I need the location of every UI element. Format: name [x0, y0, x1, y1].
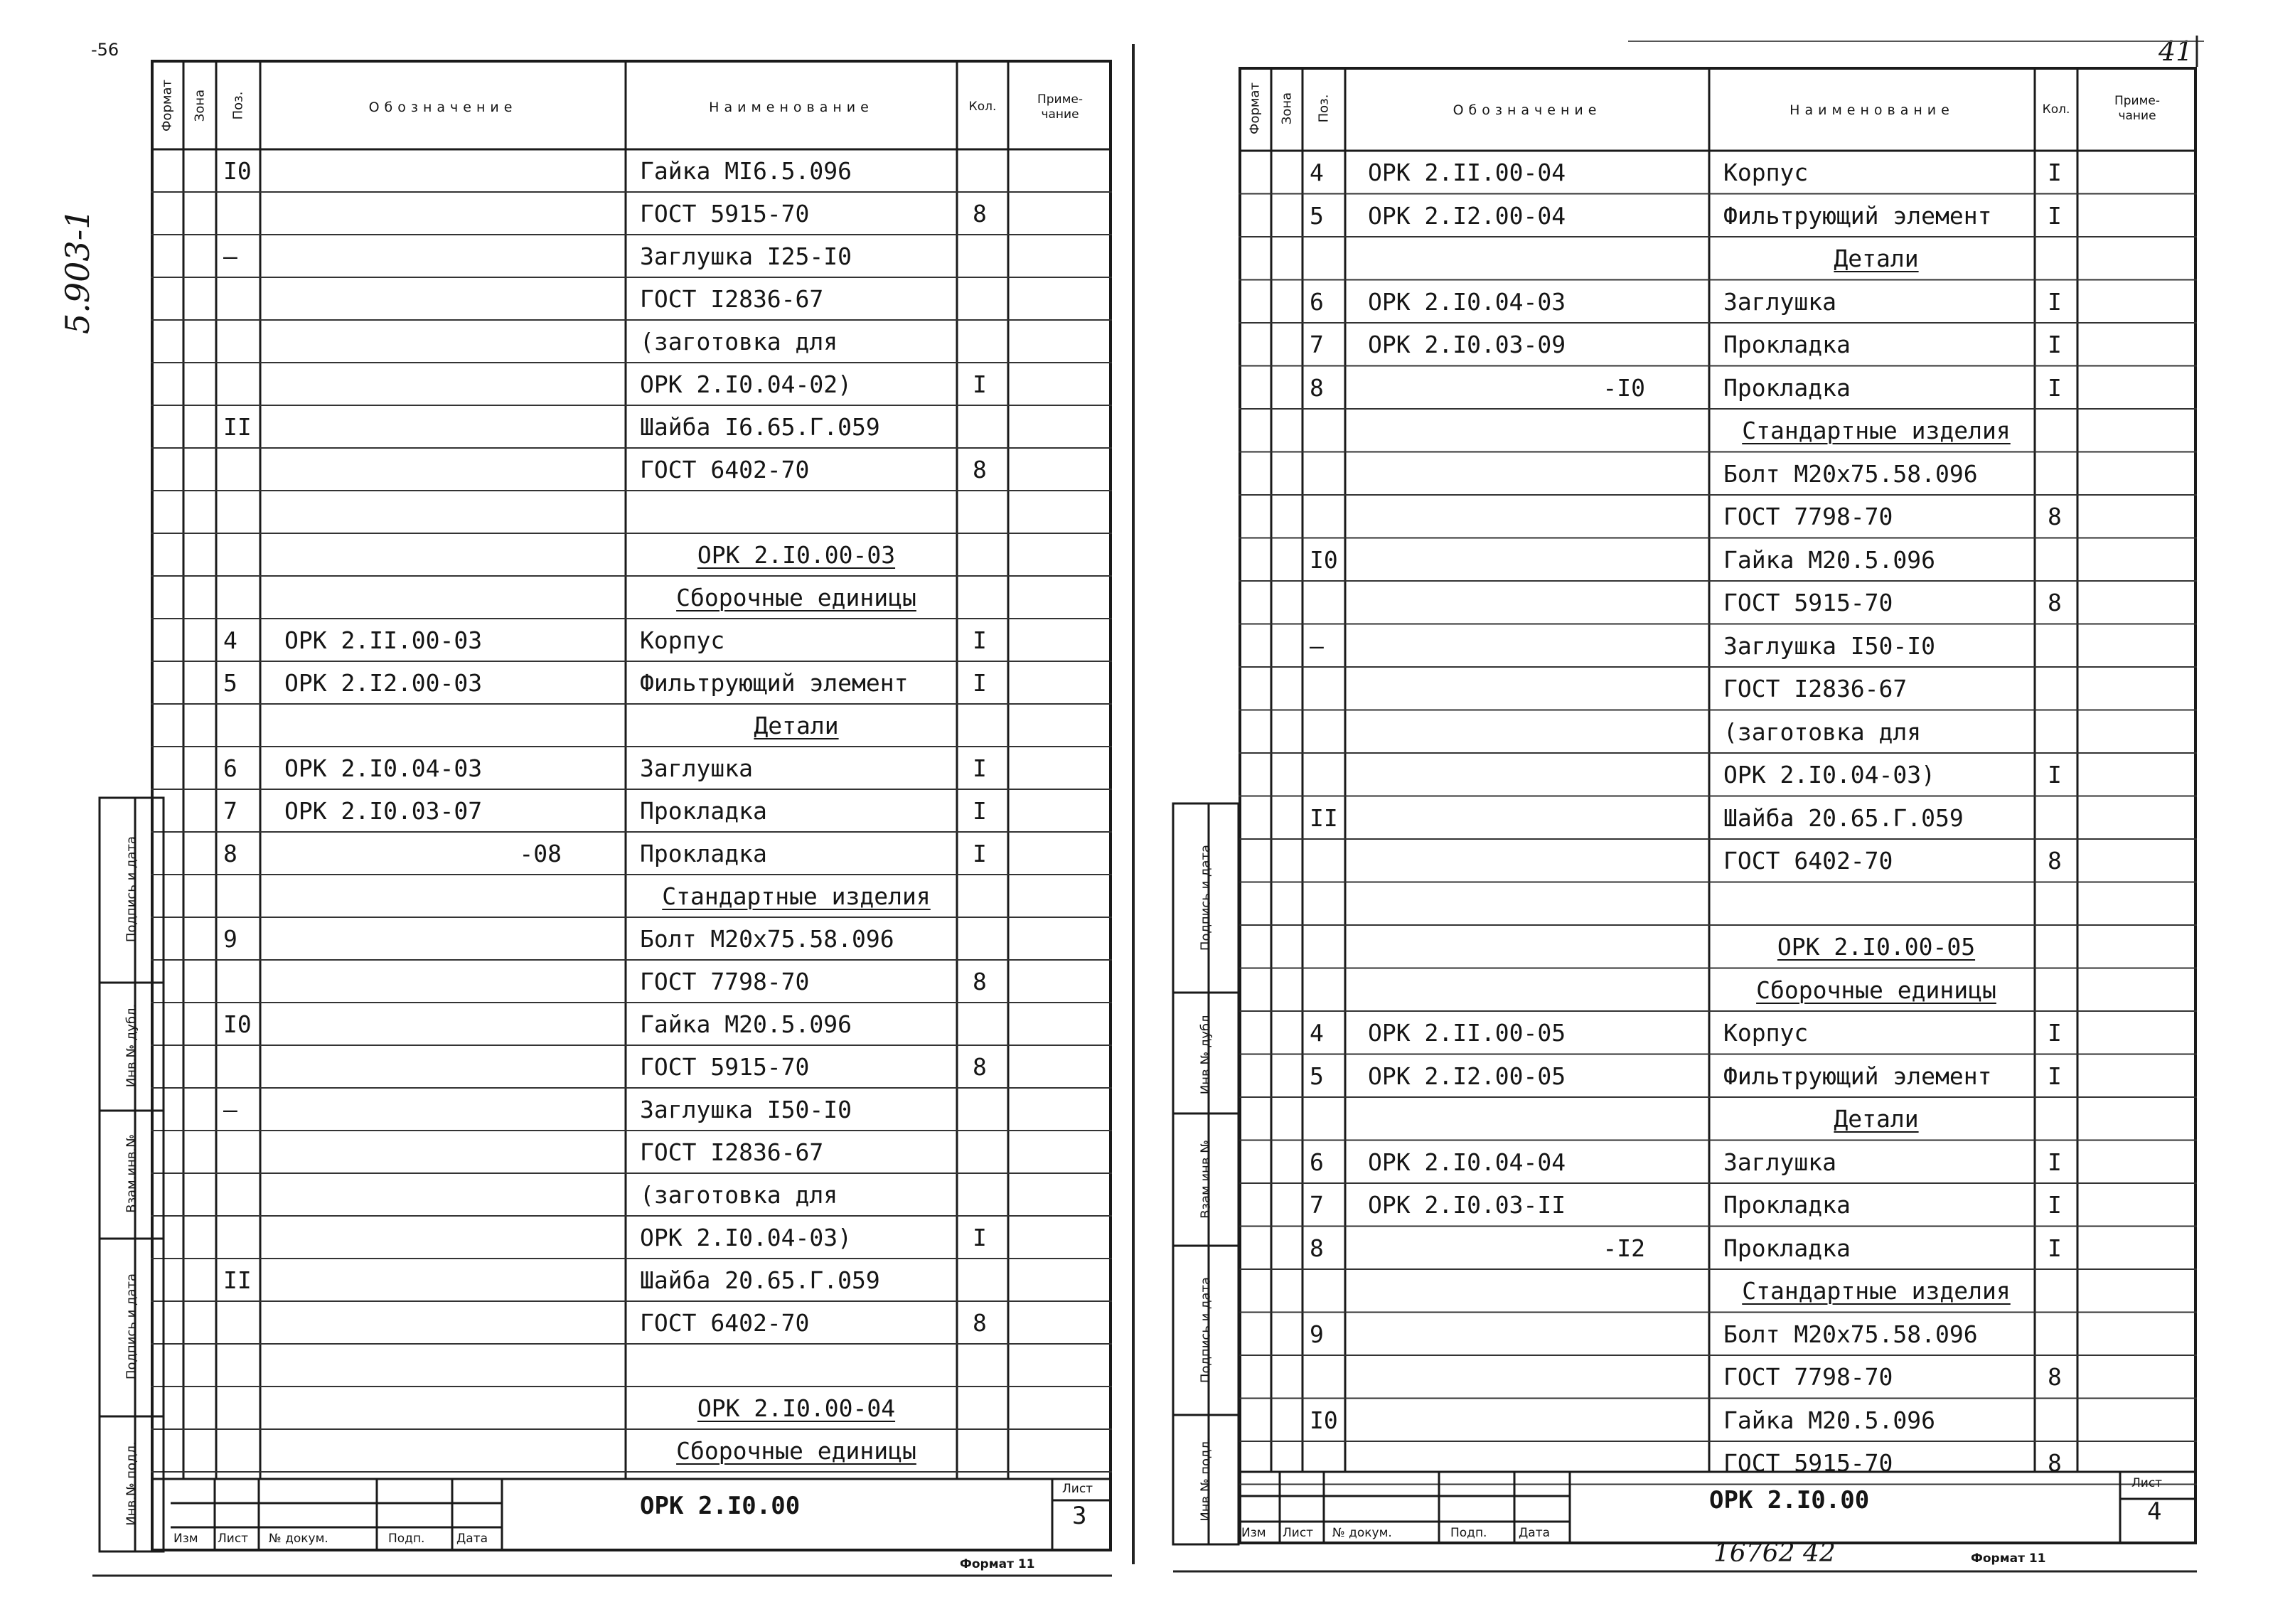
row-position: 6 [1310, 287, 1324, 316]
row-qty: I [973, 370, 987, 398]
row-designation: ОРК 2.I2.00-05 [1368, 1062, 1566, 1090]
row-qty: I [2048, 331, 2062, 358]
right-tb-col-sheet: Лист [1283, 1526, 1314, 1540]
row-name: ГОСТ 5915-70 [640, 1053, 810, 1081]
row-qty: 8 [2048, 1363, 2062, 1391]
row-designation [1368, 1399, 1695, 1443]
row-qty: 8 [2048, 503, 2062, 530]
row-position: 4 [1310, 159, 1324, 186]
row-designation: ОРК 2.II.00-04 [1368, 159, 1566, 186]
row-name: Стандартные изделия [1742, 417, 2011, 444]
row-qty: I [2048, 373, 2062, 402]
row-name: ГОСТ 6402-70 [640, 1309, 810, 1337]
row-name: Стандартные изделия [1742, 1277, 2011, 1305]
row-name: (заготовка для [640, 1181, 838, 1209]
row-name: Прокладка [640, 840, 767, 867]
row-qty: 8 [2048, 847, 2062, 875]
row-position: 5 [223, 669, 237, 697]
spec-row [0, 366, 2197, 410]
row-qty: 8 [973, 1053, 987, 1081]
right-header-note: Приме- чание [2114, 94, 2161, 123]
row-name: Заглушка I50-I0 [640, 1096, 852, 1123]
row-designation: ОРК 2.I2.00-04 [1368, 201, 1566, 230]
spec-row [0, 151, 2197, 195]
row-designation: ОРК 2.I0.04-03 [1368, 287, 1566, 316]
row-name: ГОСТ 5915-70 [1723, 589, 1893, 616]
row-qty: I [2048, 1062, 2062, 1090]
row-qty: I [973, 626, 987, 654]
left-header-pos: Поз. [230, 91, 246, 120]
spec-row [0, 1183, 2197, 1227]
spec-row [0, 495, 2197, 539]
spec-row [0, 968, 2197, 1013]
row-name: Гайка М20.5.096 [1723, 545, 1936, 574]
row-designation: -08 [519, 840, 562, 867]
row-designation: ОРК 2.I2.00-03 [284, 669, 483, 697]
row-name: Заглушка I25-I0 [640, 242, 852, 270]
row-designation: ОРК 2.I0.03-07 [284, 797, 483, 825]
right-strip-dup-inv: Инв.№ дубл. [1198, 1010, 1214, 1095]
left-side-code: 5.903-1 [58, 208, 97, 334]
row-name: Детали [1834, 1105, 1919, 1133]
row-name: Заглушка [640, 754, 753, 782]
row-qty: 8 [973, 968, 987, 995]
row-qty: I [2048, 287, 2062, 316]
row-designation [1368, 1097, 1695, 1141]
spec-row [0, 839, 2197, 883]
row-qty: I [2048, 761, 2062, 789]
row-position: II [223, 1266, 252, 1294]
spec-row [0, 409, 2197, 453]
row-position: I0 [1310, 545, 1338, 574]
row-name: Детали [1834, 245, 1919, 272]
spec-row [0, 1140, 2197, 1185]
left-header-note: Приме- чание [1037, 92, 1084, 122]
left-header-designation: Обозначение [368, 100, 518, 115]
row-name: ОРК 2.I0.00-03 [697, 541, 896, 569]
right-strip-orig-inv: Инв.№ подл. [1198, 1437, 1214, 1522]
right-page-marker: 41 [2158, 36, 2193, 67]
row-name: Корпус [640, 626, 725, 654]
row-designation [1368, 839, 1695, 883]
left-header-zone: Зона [192, 89, 208, 122]
row-name: ГОСТ 6402-70 [640, 456, 810, 484]
row-qty: I [2048, 1148, 2062, 1176]
row-name: ОРК 2.I0.04-03) [640, 1224, 852, 1251]
row-qty: I [2048, 201, 2062, 230]
row-name: ГОСТ 5915-70 [640, 200, 810, 228]
right-sheet-number: 4 [2147, 1497, 2162, 1526]
row-position: I0 [1310, 1406, 1338, 1434]
spec-row [0, 925, 2197, 969]
left-strip-replace-inv: Взам.инв.№ [124, 1134, 139, 1213]
right-tb-col-rev: Изм [1241, 1526, 1266, 1540]
spec-row [0, 194, 2197, 238]
row-position: 8 [223, 840, 237, 867]
row-name: ГОСТ 7798-70 [1723, 1363, 1893, 1391]
spec-row [0, 710, 2197, 754]
spec-row [0, 452, 2197, 496]
row-position: II [223, 413, 252, 441]
row-designation [1368, 452, 1695, 496]
row-name: Шайба 20.65.Г.059 [1723, 803, 1964, 832]
row-name: ОРК 2.I0.04-03) [1723, 761, 1936, 789]
row-designation [1368, 624, 1695, 668]
left-tb-col-date: Дата [456, 1532, 488, 1546]
row-designation [1368, 1313, 1695, 1357]
row-name: Фильтрующий элемент [1723, 201, 1992, 230]
row-qty: 8 [973, 1309, 987, 1337]
row-designation [1368, 495, 1695, 539]
right-tb-col-date: Дата [1519, 1526, 1551, 1540]
row-qty: I [973, 669, 987, 697]
left-header-format: Формат [159, 79, 175, 132]
row-position: 8 [1310, 373, 1324, 402]
row-name: Фильтрующий элемент [640, 669, 909, 697]
left-strip-sign-date-2: Подпись и дата [124, 1273, 139, 1380]
row-name: Болт М20х75.58.096 [1723, 1320, 1978, 1348]
row-name: ГОСТ I2836-67 [640, 1138, 824, 1166]
right-header-qty: Кол. [2042, 102, 2070, 117]
row-position: II [1310, 803, 1338, 832]
row-qty: 8 [2048, 1449, 2062, 1477]
row-position: 7 [1310, 331, 1324, 358]
row-designation [1368, 581, 1695, 625]
right-header-format: Формат [1247, 82, 1263, 135]
row-qty: I [2048, 1234, 2062, 1262]
row-name: Болт М20х75.58.096 [640, 925, 894, 953]
row-name: Детали [754, 712, 839, 739]
row-qty: I [973, 754, 987, 782]
right-inventory-number: 16762 42 [1713, 1539, 1836, 1568]
row-designation [1368, 882, 1695, 926]
row-position: I0 [223, 157, 252, 185]
row-designation: ОРК 2.II.00-05 [1368, 1019, 1566, 1047]
left-strip-dup-inv: Инв.№ дубл. [124, 1003, 139, 1088]
row-name: Болт М20х75.58.096 [1723, 459, 1978, 488]
row-name: (заготовка для [1723, 717, 1922, 746]
row-designation [1368, 925, 1695, 969]
right-format-note: Формат 11 [1971, 1551, 2046, 1566]
row-position: 6 [1310, 1148, 1324, 1176]
row-designation [1368, 1355, 1695, 1399]
row-name: ГОСТ I2836-67 [1723, 675, 1908, 703]
row-designation [1368, 753, 1695, 797]
row-name: ГОСТ 7798-70 [640, 968, 810, 995]
left-tb-col-sheet: Лист [218, 1532, 249, 1546]
spec-row [0, 882, 2197, 926]
row-name: Фильтрующий элемент [1723, 1062, 1992, 1090]
spec-row [0, 1355, 2197, 1399]
spec-row [0, 667, 2197, 711]
row-name: Заглушка [1723, 287, 1836, 316]
row-designation [1368, 667, 1695, 711]
right-header-designation: Обозначение [1453, 102, 1602, 118]
row-name: Стандартные изделия [662, 882, 931, 910]
spec-row [0, 581, 2197, 625]
row-designation [1368, 237, 1695, 281]
row-position: I0 [223, 1010, 252, 1038]
row-position: – [1310, 631, 1324, 660]
left-header-name: Наименование [709, 100, 874, 115]
row-name: Корпус [1723, 159, 1809, 186]
spec-row [0, 796, 2197, 840]
row-name: Прокладка [1723, 1234, 1851, 1262]
spec-row [0, 624, 2197, 668]
row-position: 5 [1310, 201, 1324, 230]
row-name: Гайка М20.5.096 [1723, 1406, 1936, 1434]
right-strip-sign-date-1: Подпись и дата [1198, 844, 1214, 951]
left-format-note: Формат 11 [960, 1557, 1035, 1571]
row-name: Сборочные единицы [676, 584, 916, 611]
row-name [1723, 882, 2029, 926]
row-qty: I [973, 1224, 987, 1251]
left-tb-col-rev: Изм [173, 1532, 198, 1546]
row-qty: I [2048, 1191, 2062, 1219]
left-tb-col-docno: № докум. [269, 1532, 328, 1546]
row-position: 9 [223, 925, 237, 953]
right-header-zone: Зона [1279, 92, 1295, 125]
right-header-pos: Поз. [1316, 94, 1332, 123]
row-designation [1368, 796, 1695, 840]
row-position: 7 [223, 797, 237, 825]
left-page-marker: -56 [91, 40, 119, 60]
row-designation [1368, 710, 1695, 754]
row-designation: -I0 [1603, 373, 1645, 402]
spec-row [0, 1054, 2197, 1099]
row-qty: 8 [2048, 589, 2062, 616]
row-name: ГОСТ 7798-70 [1723, 503, 1893, 530]
row-designation [1368, 1269, 1695, 1313]
spec-row [0, 237, 2197, 281]
spec-row [0, 1441, 2197, 1485]
row-qty: 8 [973, 456, 987, 484]
row-designation: -I2 [1603, 1234, 1645, 1262]
spec-row [0, 1399, 2197, 1443]
row-name: Прокладка [1723, 331, 1851, 358]
row-position: 7 [1310, 1191, 1324, 1219]
row-name: Прокладка [1723, 373, 1851, 402]
spec-row [0, 280, 2197, 324]
right-strip-sign-date-2: Подпись и дата [1198, 1276, 1214, 1384]
spec-row [0, 323, 2197, 367]
row-designation [1368, 538, 1695, 582]
left-doc-code: ОРК 2.I0.00 [640, 1492, 801, 1520]
row-position: 6 [223, 754, 237, 782]
spec-row [0, 753, 2197, 797]
row-qty: I [973, 797, 987, 825]
row-name: Корпус [1723, 1019, 1809, 1047]
row-name: ГОСТ 6402-70 [1723, 847, 1893, 875]
row-name: Гайка МI6.5.096 [640, 157, 852, 185]
left-tb-col-sign: Подп. [388, 1532, 425, 1546]
row-name: Сборочные единицы [1756, 976, 1996, 1004]
row-position: – [223, 242, 237, 270]
row-name: Заглушка I50-I0 [1723, 631, 1936, 660]
row-name: ОРК 2.I0.04-02) [640, 370, 852, 398]
right-header-name: Наименование [1790, 102, 1954, 118]
row-qty: I [973, 840, 987, 867]
row-designation [1368, 409, 1695, 453]
row-qty: I [2048, 159, 2062, 186]
row-designation [1368, 968, 1695, 1013]
row-qty: I [2048, 1019, 2062, 1047]
spec-row [0, 1097, 2197, 1141]
row-designation: ОРК 2.I0.04-03 [284, 754, 483, 782]
row-position: 8 [1310, 1234, 1324, 1262]
right-strip-replace-inv: Взам.инв.№ [1198, 1140, 1214, 1219]
row-name: Заглушка [1723, 1148, 1836, 1176]
row-designation: ОРК 2.I0.03-II [1368, 1191, 1566, 1219]
spec-row [0, 1313, 2197, 1357]
left-strip-orig-inv: Инв.№ подл. [124, 1441, 139, 1526]
spec-row [0, 538, 2197, 582]
left-header-qty: Кол. [968, 100, 997, 114]
row-name: ОРК 2.I0.00-04 [697, 1394, 896, 1422]
row-name: Прокладка [1723, 1191, 1851, 1219]
right-tb-col-docno: № докум. [1332, 1526, 1392, 1540]
spec-row [0, 1011, 2197, 1055]
row-name: ГОСТ I2836-67 [640, 285, 824, 313]
row-name: Сборочные единицы [676, 1437, 916, 1465]
row-designation [1368, 1441, 1695, 1485]
row-position: 9 [1310, 1320, 1324, 1348]
left-strip-sign-date-1: Подпись и дата [124, 835, 139, 943]
right-doc-code: ОРК 2.I0.00 [1709, 1486, 1870, 1515]
row-designation: ОРК 2.II.00-03 [284, 626, 483, 654]
row-name: Прокладка [640, 797, 767, 825]
left-sheet-number: 3 [1072, 1502, 1087, 1530]
row-name: (заготовка для [640, 328, 838, 356]
row-name: Шайба I6.65.Г.059 [640, 413, 880, 441]
spec-row [0, 1269, 2197, 1313]
row-position: 4 [1310, 1019, 1324, 1047]
row-designation: ОРК 2.I0.04-04 [1368, 1148, 1566, 1176]
spec-row [0, 1227, 2197, 1271]
row-qty: 8 [973, 200, 987, 228]
row-position: 4 [223, 626, 237, 654]
row-position: – [223, 1096, 237, 1123]
row-name: ОРК 2.I0.00-05 [1777, 933, 1976, 961]
row-position: 5 [1310, 1062, 1324, 1090]
left-sheet-label: Лист [1062, 1482, 1093, 1496]
row-name: Гайка М20.5.096 [640, 1010, 852, 1038]
right-sheet-label: Лист [2131, 1476, 2163, 1490]
row-designation: ОРК 2.I0.03-09 [1368, 331, 1566, 358]
row-name: Шайба 20.65.Г.059 [640, 1266, 880, 1294]
right-tb-col-sign: Подп. [1450, 1526, 1487, 1540]
row-name: ГОСТ 5915-70 [1723, 1449, 1893, 1477]
